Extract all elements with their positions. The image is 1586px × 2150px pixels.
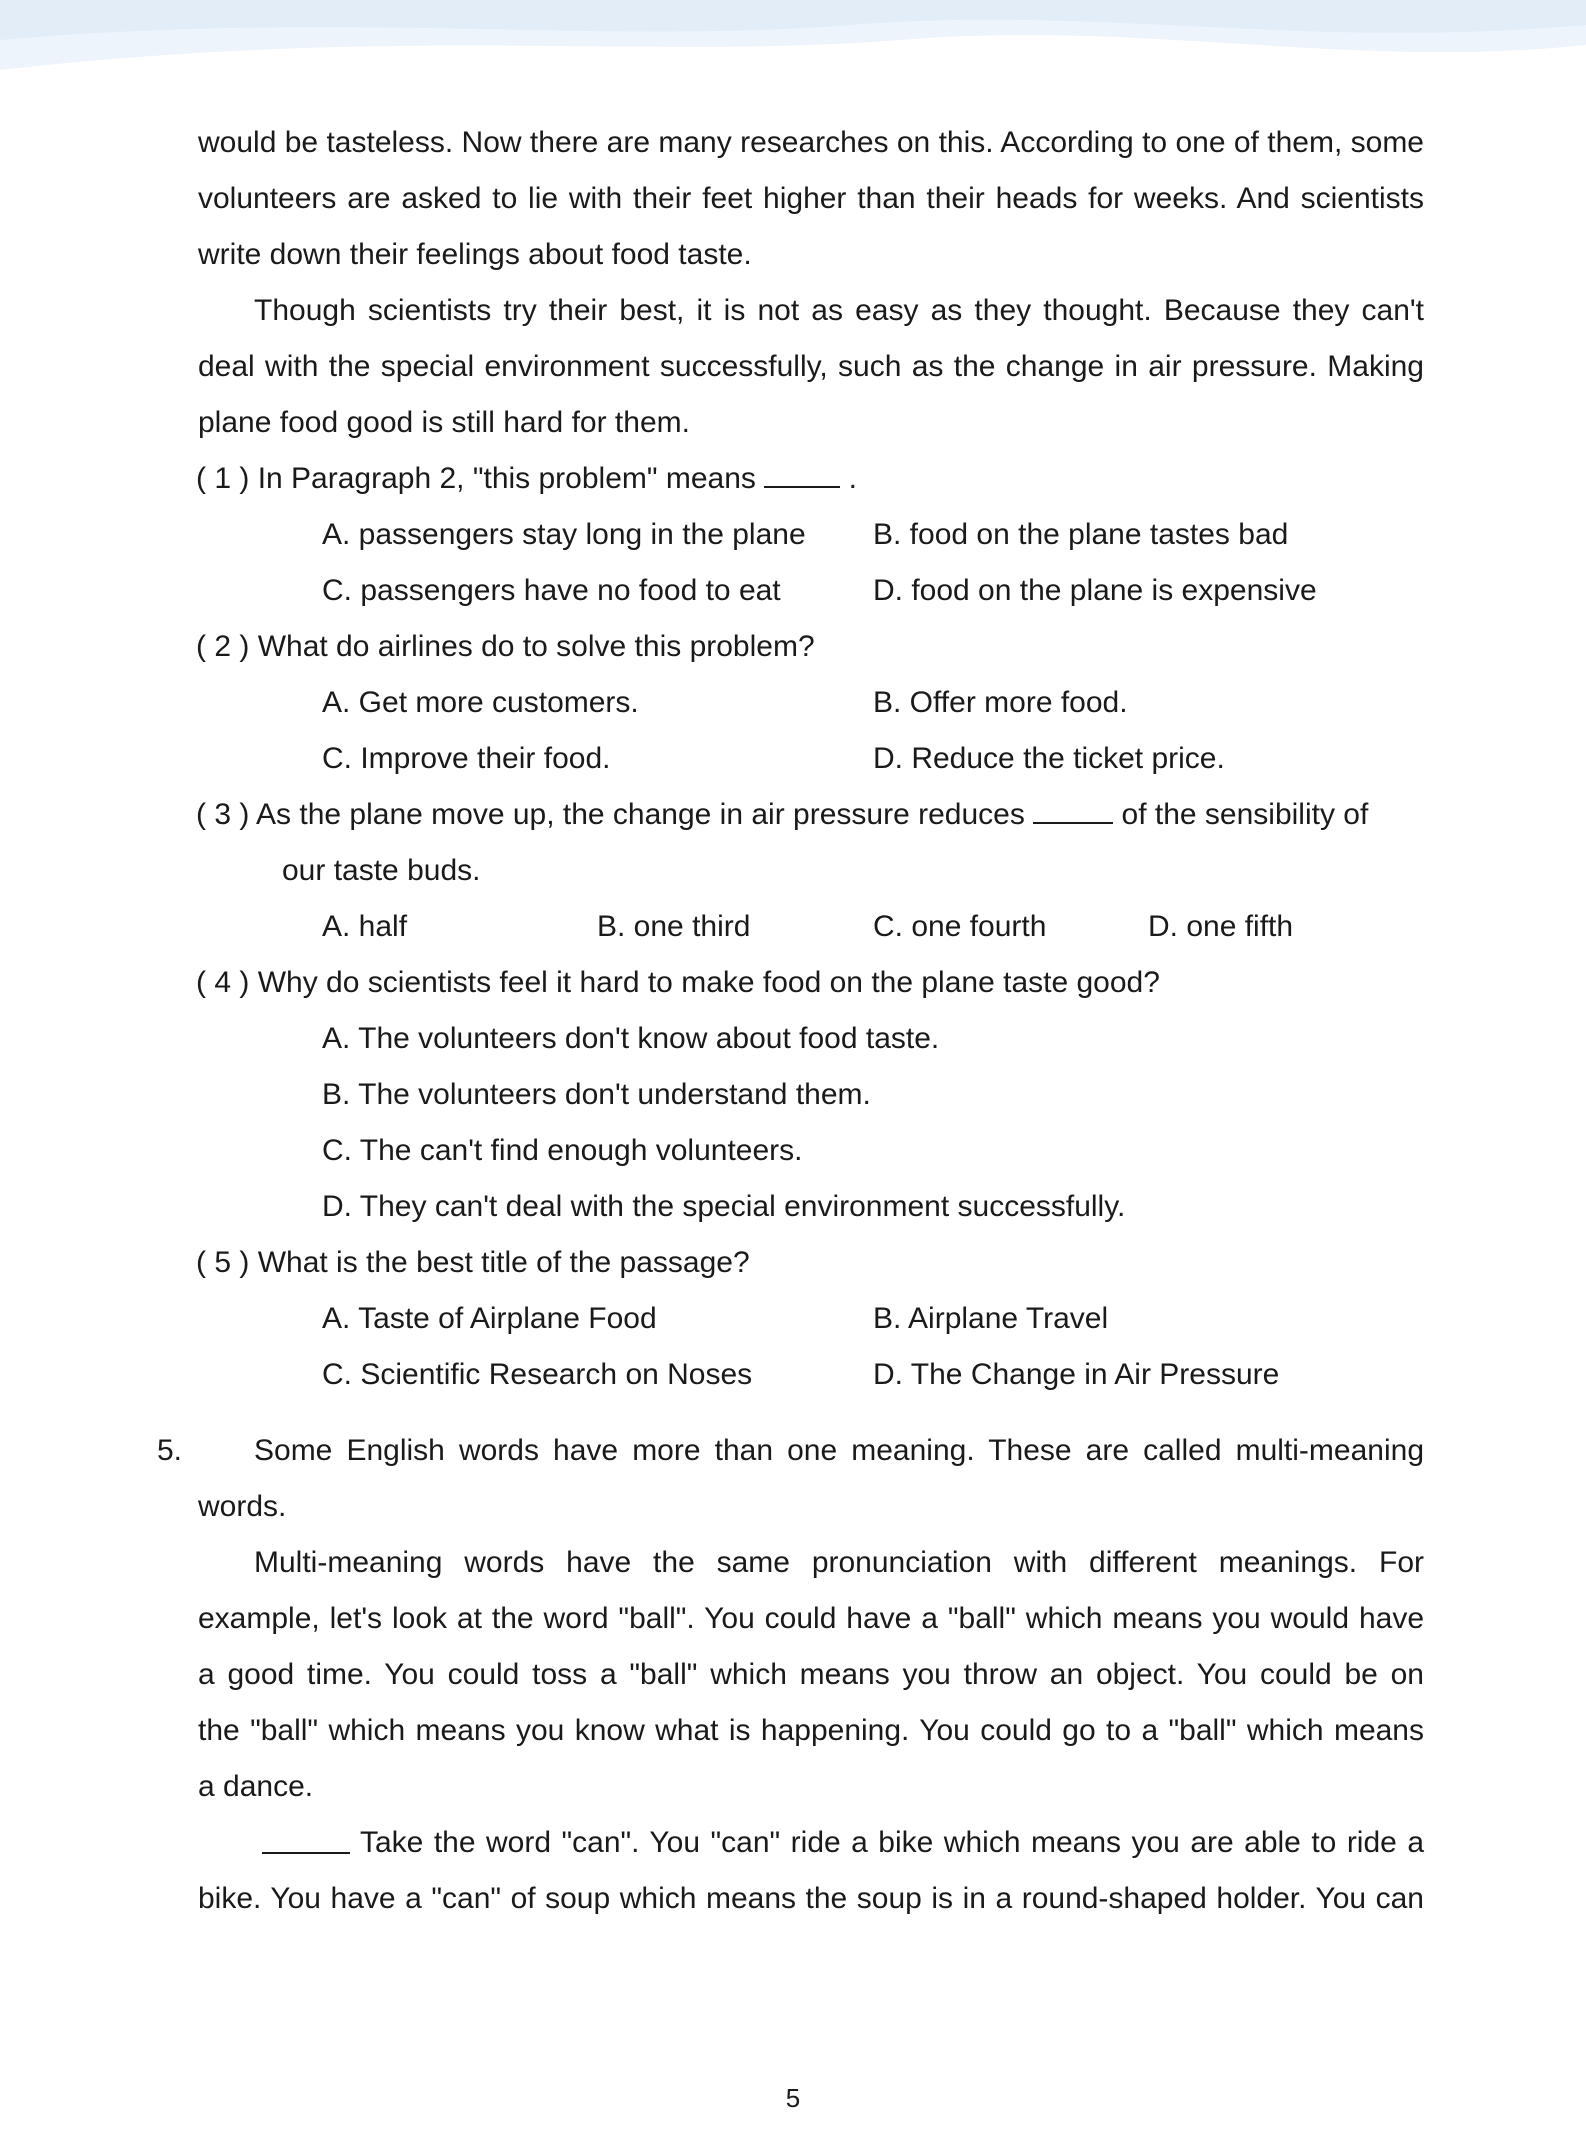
question-stem: In Paragraph 2, "this problem" means: [257, 462, 756, 495]
question-number: ( 1 ): [196, 462, 250, 495]
passage5-p2-line3: a good time. You could toss a "ball" which means you throw an object. You could be on: [198, 1658, 1424, 1691]
q2-option-b[interactable]: B. Offer more food.: [873, 686, 1128, 719]
q5-option-d[interactable]: D. The Change in Air Pressure: [873, 1358, 1280, 1391]
question-stem: What do airlines do to solve this problem?: [257, 630, 815, 663]
passage5-p3-line2: bike. You have a "can" of soup which means the soup is in a round-shaped holder. You can: [198, 1882, 1424, 1915]
question-stem-end: .: [848, 462, 857, 495]
question-number: ( 3 ): [196, 798, 250, 831]
passage5-p2-line1: Multi-meaning words have the same pronunciation with different meanings. For: [254, 1546, 1424, 1579]
passage4-p1-line3: write down their feelings about food taste.: [198, 238, 752, 271]
question-stem: Why do scientists feel it hard to make food on the plane taste good?: [257, 966, 1160, 999]
question-stem: What is the best title of the passage?: [257, 1246, 750, 1279]
q3-option-d[interactable]: D. one fifth: [1148, 910, 1294, 943]
passage5-p3-line1: Take the word "can". You "can" ride a bike which means you are able to ride a: [360, 1826, 1424, 1859]
q1-option-c[interactable]: C. passengers have no food to eat: [322, 574, 781, 607]
passage4-p2-line3: plane food good is still hard for them.: [198, 406, 690, 439]
passage5-p2-line4: the "ball" which means you know what is happening. You could go to a "ball" which means: [198, 1714, 1424, 1747]
passage5-p2-line5: a dance.: [198, 1770, 314, 1803]
q1-option-d[interactable]: D. food on the plane is expensive: [873, 574, 1317, 607]
q5-option-a[interactable]: A. Taste of Airplane Food: [322, 1302, 657, 1335]
q4-option-a[interactable]: A. The volunteers don't know about food taste.: [322, 1022, 940, 1055]
question-number: ( 5 ): [196, 1246, 250, 1279]
q1-option-a[interactable]: A. passengers stay long in the plane: [322, 518, 806, 551]
question-4: [196, 968, 1160, 998]
question-3: [196, 800, 1368, 830]
question-2: [196, 632, 815, 662]
question-1: [196, 464, 857, 494]
q2-option-d[interactable]: D. Reduce the ticket price.: [873, 742, 1225, 775]
q5-option-c[interactable]: C. Scientific Research on Noses: [322, 1358, 753, 1391]
q4-option-b[interactable]: B. The volunteers don't understand them.: [322, 1078, 871, 1111]
question-stem-cont: of the sensibility of: [1121, 798, 1369, 831]
answer-blank[interactable]: [764, 464, 840, 488]
passage5-p1-line1: Some English words have more than one meaning. These are called multi-meaning: [254, 1434, 1424, 1467]
q3-option-a[interactable]: A. half: [322, 910, 408, 943]
passage5-p2-line2: example, let's look at the word "ball". You could have a "ball" which means you would have: [198, 1602, 1424, 1635]
question-number: ( 2 ): [196, 630, 250, 663]
passage4-p2-line1: Though scientists try their best, it is not as easy as they thought. Because they can't: [254, 294, 1424, 327]
passage4-p1-line2: volunteers are asked to lie with their feet higher than their heads for weeks. And scientists: [198, 182, 1424, 215]
question-3-line2: our taste buds.: [282, 854, 481, 887]
question-number: ( 4 ): [196, 966, 250, 999]
answer-blank[interactable]: [1033, 800, 1113, 824]
header-wave-decoration: [0, 0, 1586, 80]
passage5-answer-blank[interactable]: [262, 1830, 350, 1854]
question-stem: As the plane move up, the change in air pressure reduces: [256, 798, 1025, 831]
passage5-p1-line2: words.: [198, 1490, 287, 1523]
passage4-p1-line1: would be tasteless. Now there are many researches on this. According to one of them, some: [198, 126, 1424, 159]
q2-option-c[interactable]: C. Improve their food.: [322, 742, 611, 775]
q1-option-b[interactable]: B. food on the plane tastes bad: [873, 518, 1289, 551]
q2-option-a[interactable]: A. Get more customers.: [322, 686, 639, 719]
q5-option-b[interactable]: B. Airplane Travel: [873, 1302, 1109, 1335]
page-number: 5: [785, 2083, 801, 2113]
passage5-number: 5.: [157, 1434, 183, 1467]
q4-option-d[interactable]: D. They can't deal with the special environment successfully.: [322, 1190, 1126, 1223]
q3-option-c[interactable]: C. one fourth: [873, 910, 1047, 943]
passage4-p2-line2: deal with the special environment successfully, such as the change in air pressure. Making: [198, 350, 1424, 383]
q3-option-b[interactable]: B. one third: [597, 910, 751, 943]
q4-option-c[interactable]: C. The can't find enough volunteers.: [322, 1134, 803, 1167]
question-5: [196, 1248, 750, 1278]
